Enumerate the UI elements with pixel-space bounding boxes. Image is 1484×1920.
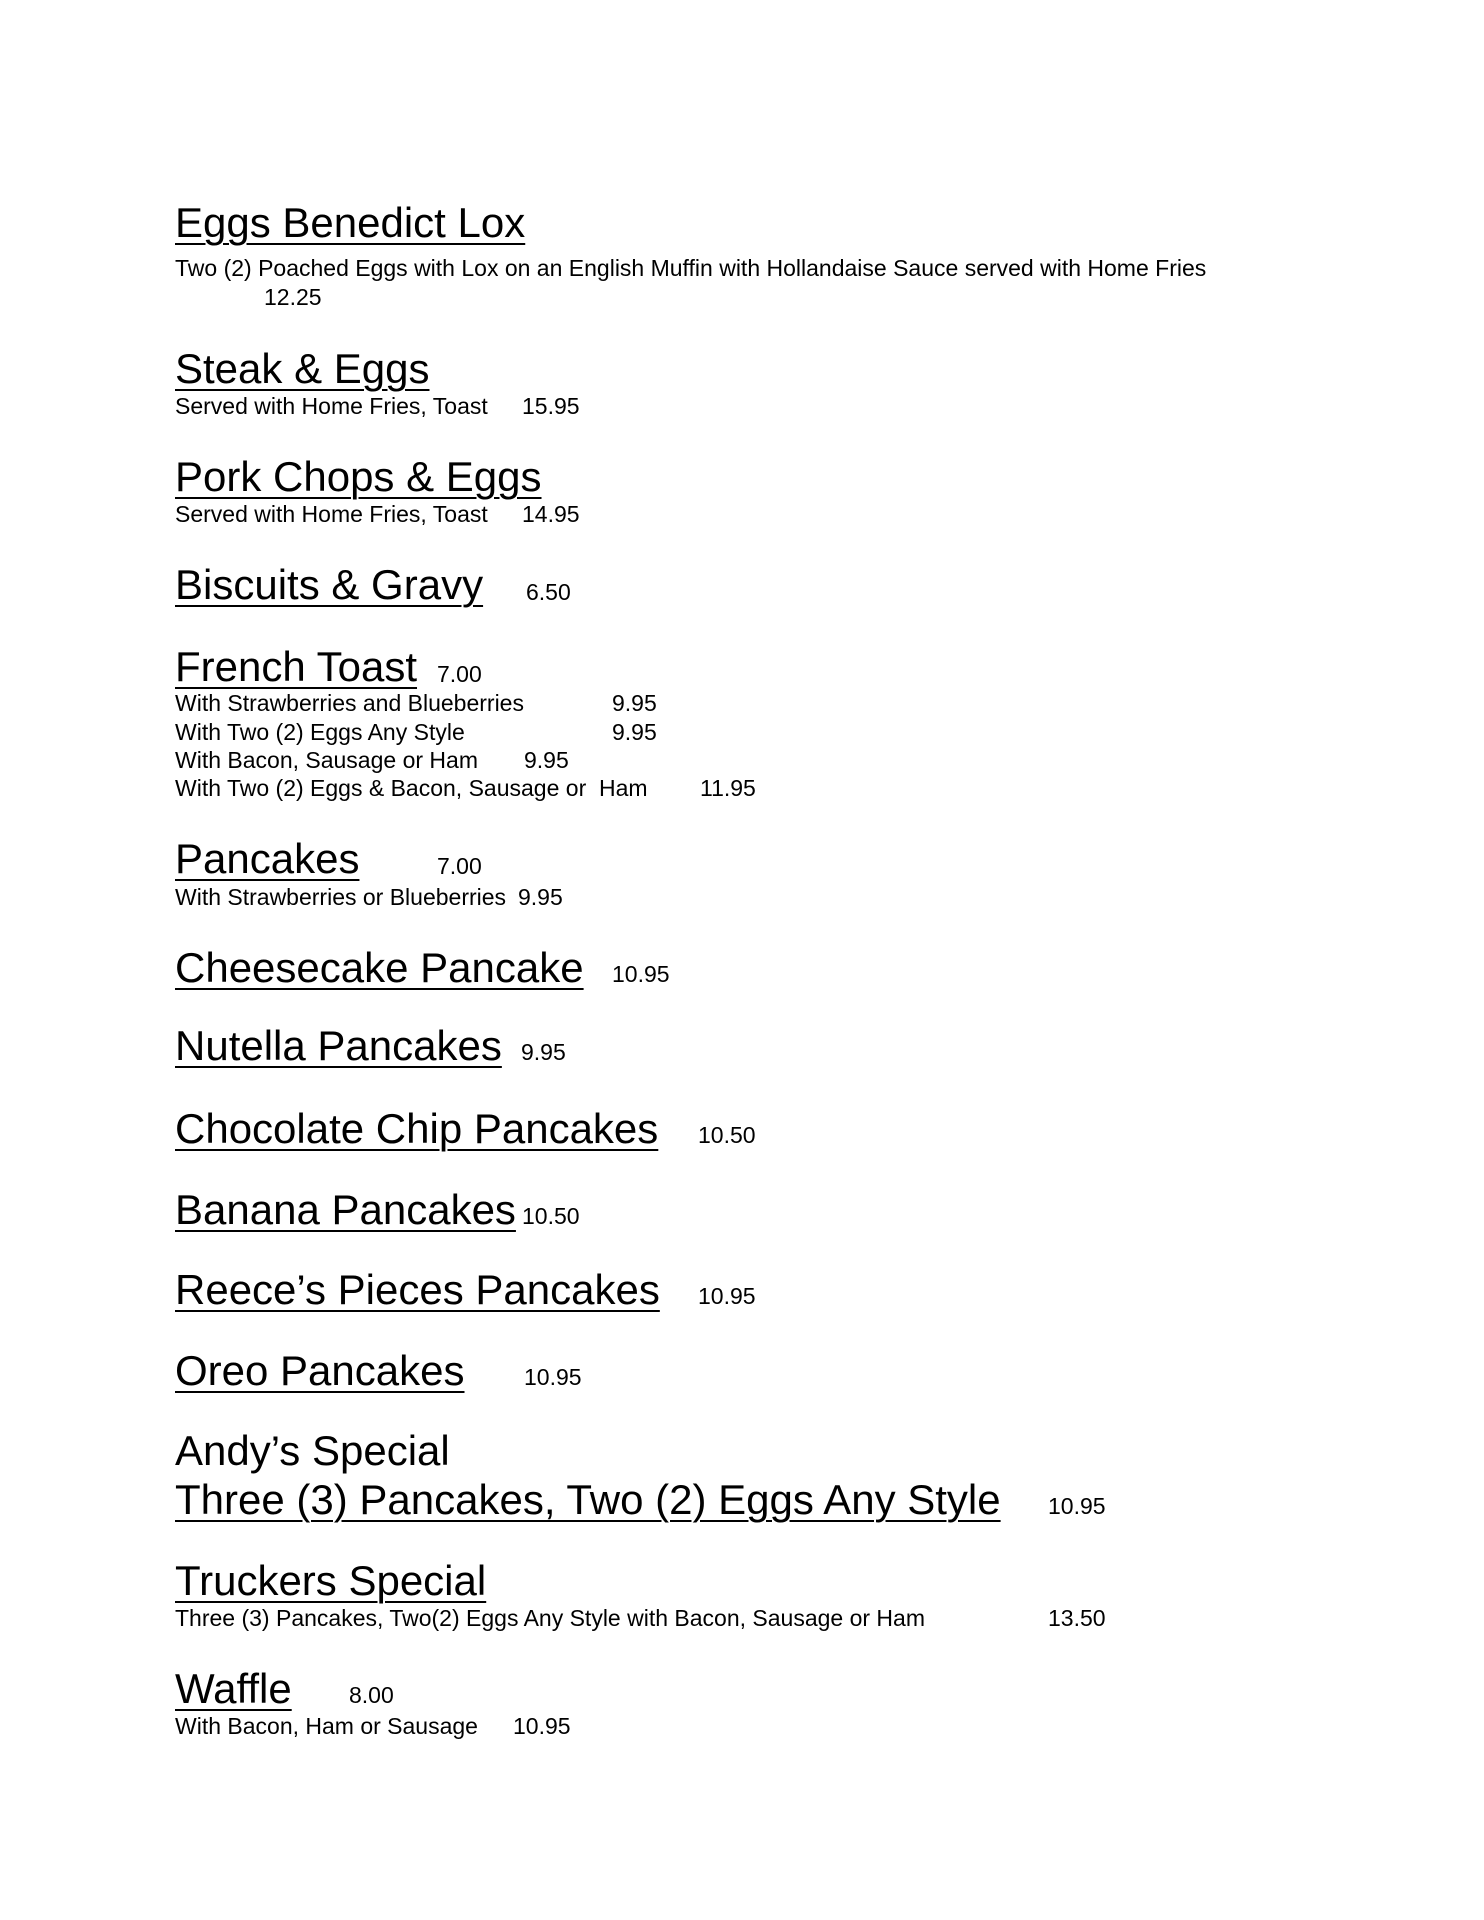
biscuits-gravy-price: 6.50 bbox=[526, 579, 571, 605]
french-toast-option-price: 11.95 bbox=[700, 775, 756, 801]
french-toast-title: French Toast bbox=[175, 643, 418, 690]
truckers-special-desc: Three (3) Pancakes, Two(2) Eggs Any Style with Bacon, Sausage or Ham bbox=[175, 1605, 925, 1631]
banana-pancakes-price: 10.50 bbox=[522, 1203, 580, 1229]
cheesecake-pancake-title: Cheesecake Pancake bbox=[175, 944, 584, 991]
chocolate-chip-pancakes-title: Chocolate Chip Pancakes bbox=[175, 1105, 659, 1152]
french-toast-price: 7.00 bbox=[437, 661, 482, 687]
truckers-special-price: 13.50 bbox=[1048, 1605, 1106, 1631]
pancakes-price: 7.00 bbox=[437, 853, 482, 879]
waffle-option-price: 10.95 bbox=[513, 1713, 571, 1739]
oreo-pancakes-price: 10.95 bbox=[524, 1364, 582, 1390]
pork-chops-eggs-title: Pork Chops & Eggs bbox=[175, 453, 542, 500]
reeces-pieces-pancakes-price: 10.95 bbox=[698, 1283, 756, 1309]
biscuits-gravy-title: Biscuits & Gravy bbox=[175, 561, 484, 608]
nutella-pancakes-title: Nutella Pancakes bbox=[175, 1022, 502, 1069]
cheesecake-pancake-price: 10.95 bbox=[612, 961, 670, 987]
truckers-special-title: Truckers Special bbox=[175, 1557, 487, 1604]
chocolate-chip-pancakes-price: 10.50 bbox=[698, 1122, 756, 1148]
pork-chops-eggs-price: 14.95 bbox=[522, 501, 580, 527]
french-toast-option-label: With Bacon, Sausage or Ham bbox=[175, 747, 478, 773]
waffle-option-label: With Bacon, Ham or Sausage bbox=[175, 1713, 478, 1739]
eggs-benedict-lox-price: 12.25 bbox=[264, 284, 322, 310]
eggs-benedict-lox-title: Eggs Benedict Lox bbox=[175, 199, 526, 246]
pancakes-option-price: 9.95 bbox=[518, 884, 563, 910]
french-toast-option-price: 9.95 bbox=[612, 690, 657, 716]
french-toast-option-price: 9.95 bbox=[524, 747, 569, 773]
andys-special-title: Andy’s Special bbox=[175, 1427, 450, 1474]
eggs-benedict-lox-desc: Two (2) Poached Eggs with Lox on an English Muffin with Hollandaise Sauce served with Home Fries bbox=[175, 255, 1207, 281]
french-toast-option-price: 9.95 bbox=[612, 719, 657, 745]
french-toast-option-label: With Strawberries and Blueberries bbox=[175, 690, 524, 716]
waffle-title: Waffle bbox=[175, 1665, 292, 1712]
pancakes-option-label: With Strawberries or Blueberries bbox=[175, 884, 507, 910]
reeces-pieces-pancakes-title: Reece’s Pieces Pancakes bbox=[175, 1266, 660, 1313]
waffle-price: 8.00 bbox=[349, 1682, 394, 1708]
steak-eggs-desc: Served with Home Fries, Toast bbox=[175, 393, 488, 419]
andys-special-subtitle: Three (3) Pancakes, Two (2) Eggs Any Style bbox=[175, 1476, 1001, 1523]
french-toast-option-label: With Two (2) Eggs Any Style bbox=[175, 719, 465, 745]
steak-eggs-title: Steak & Eggs bbox=[175, 345, 430, 392]
pork-chops-eggs-desc: Served with Home Fries, Toast bbox=[175, 501, 488, 527]
andys-special-price: 10.95 bbox=[1048, 1493, 1106, 1519]
french-toast-option-label: With Two (2) Eggs & Bacon, Sausage or Ham bbox=[175, 775, 648, 801]
steak-eggs-price: 15.95 bbox=[522, 393, 580, 419]
oreo-pancakes-title: Oreo Pancakes bbox=[175, 1347, 465, 1394]
pancakes-title: Pancakes bbox=[175, 835, 360, 882]
banana-pancakes-title: Banana Pancakes bbox=[175, 1186, 516, 1233]
nutella-pancakes-price: 9.95 bbox=[521, 1039, 566, 1065]
